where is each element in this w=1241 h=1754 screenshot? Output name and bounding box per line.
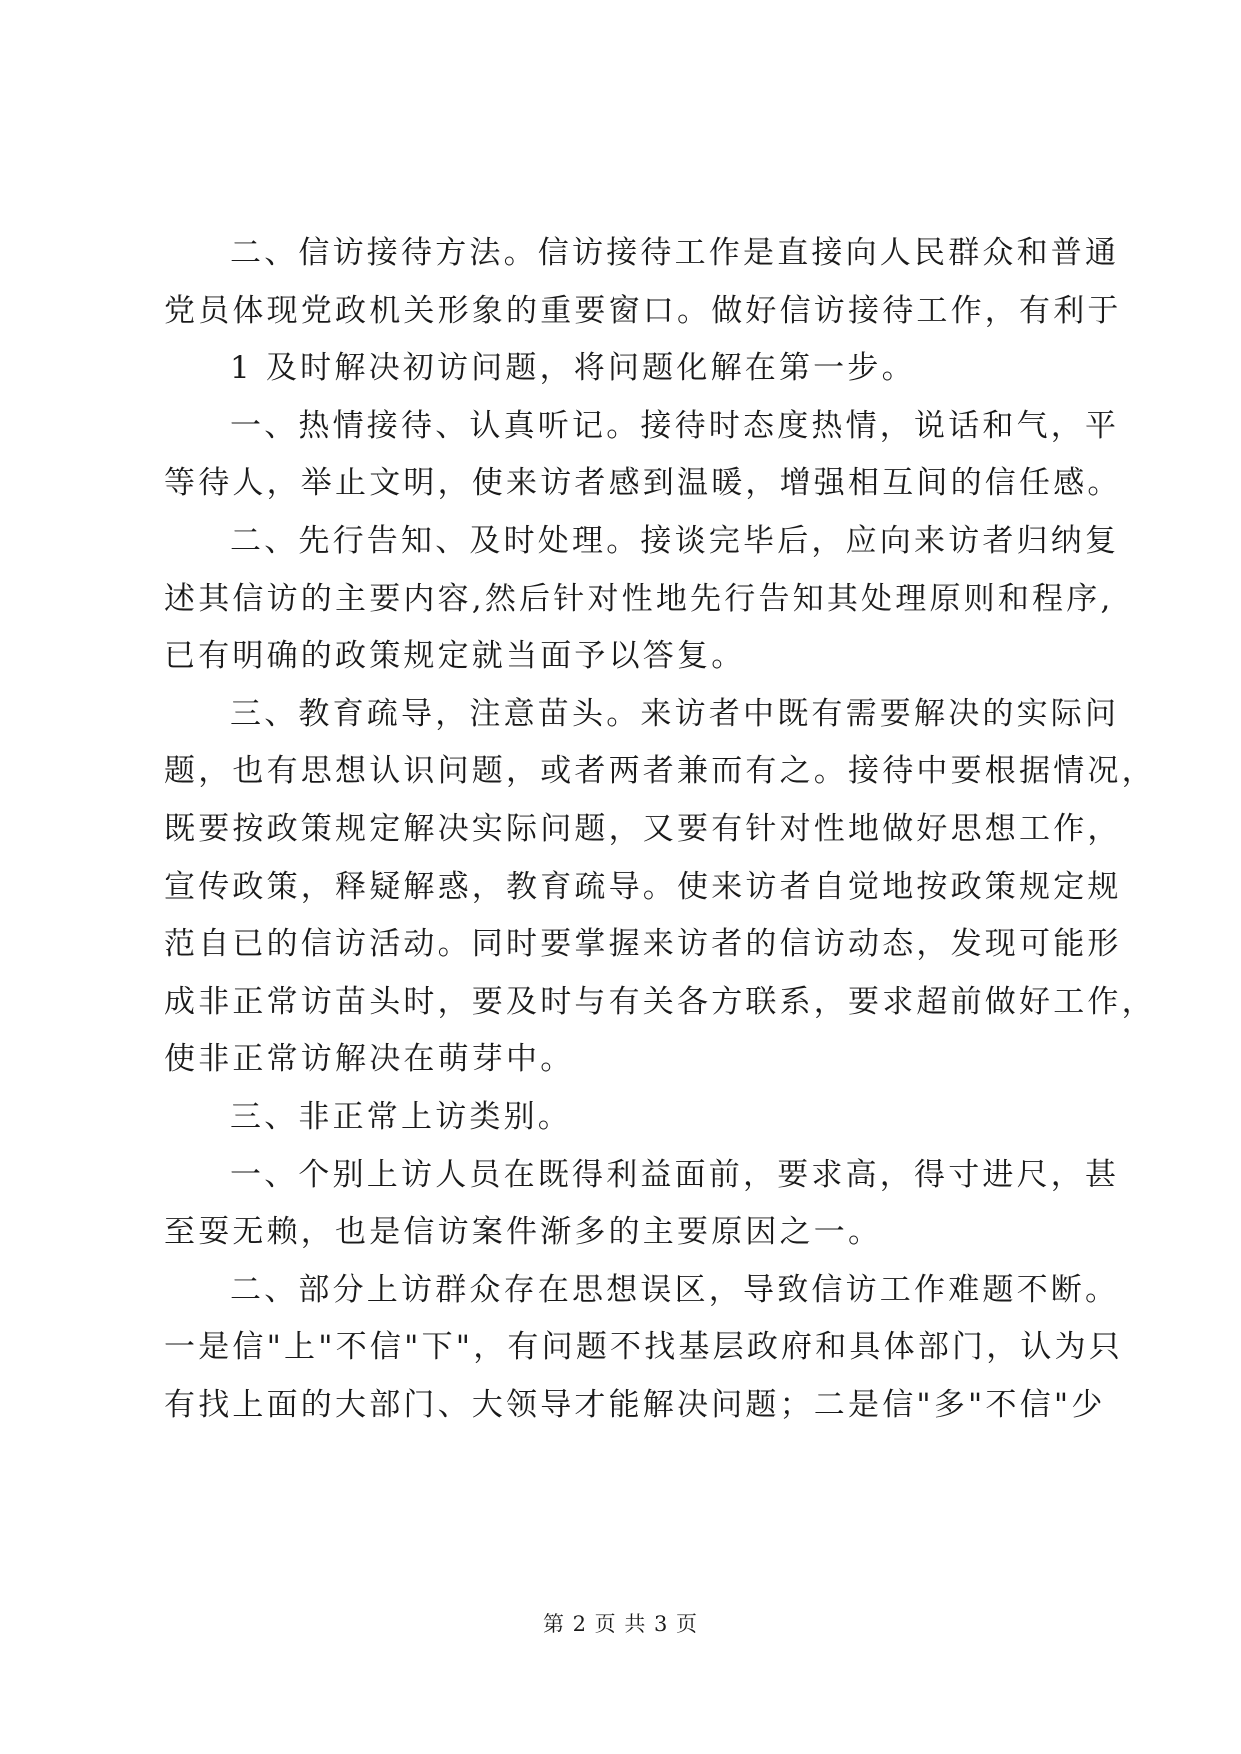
text-line: 三、非正常上访类别。 [230, 1098, 572, 1135]
text-line: 题，也有思想认识问题，或者两者兼而有之。接待中要根据情况， [164, 753, 1156, 790]
text-line: 一是信"上"不信"下"，有问题不找基层政府和具体部门，认为只 [164, 1329, 1124, 1366]
text-line: 述其信访的主要内容,然后针对性地先行告知其处理原则和程序, [164, 580, 1114, 617]
page-footer [0, 1608, 1241, 1638]
page-number-label: 第 2 页 共 3 页 [542, 1612, 699, 1636]
text-line: 宣传政策，释疑解惑，教育疏导。使来访者自觉地按政策规定规 [164, 868, 1122, 905]
text-line: 党员体现党政机关形象的重要窗口。做好信访接待工作，有利于 [164, 292, 1122, 329]
text-line: 成非正常访苗头时，要及时与有关各方联系，要求超前做好工作， [164, 983, 1156, 1020]
text-line: 三、教育疏导，注意苗头。来访者中既有需要解决的实际问 [230, 695, 1120, 732]
document-body [164, 225, 1156, 1434]
text-line: 使非正常访解决在萌芽中。 [164, 1041, 575, 1078]
text-line: 二、信访接待方法。信访接待工作是直接向人民群众和普通 [230, 235, 1120, 271]
text-line: 一、个别上访人员在既得利益面前，要求高，得寸进尺，甚 [230, 1156, 1120, 1193]
text-line: 已有明确的政策规定就当面予以答复。 [164, 638, 746, 675]
text-line: 有找上面的大部门、大领导才能解决问题；二是信"多"不信"少 [164, 1386, 1106, 1423]
text-line: 一、热情接待、认真听记。接待时态度热情，说话和气，平 [230, 407, 1120, 444]
text-line: 至耍无赖，也是信访案件渐多的主要原因之一。 [164, 1214, 883, 1251]
text-line: 既要按政策规定解决实际问题，又要有针对性地做好思想工作， [164, 810, 1122, 847]
text-line: 等待人，举止文明，使来访者感到温暖，增强相互间的信任感。 [164, 465, 1122, 502]
text-line: 二、部分上访群众存在思想误区，导致信访工作难题不断。 [230, 1271, 1120, 1308]
text-line: 范自已的信访活动。同时要掌握来访者的信访动态，发现可能形 [164, 926, 1122, 963]
text-line: 1 及时解决初访问题，将问题化解在第一步。 [230, 350, 916, 387]
text-line: 二、先行告知、及时处理。接谈完毕后，应向来访者归纳复 [230, 522, 1120, 559]
